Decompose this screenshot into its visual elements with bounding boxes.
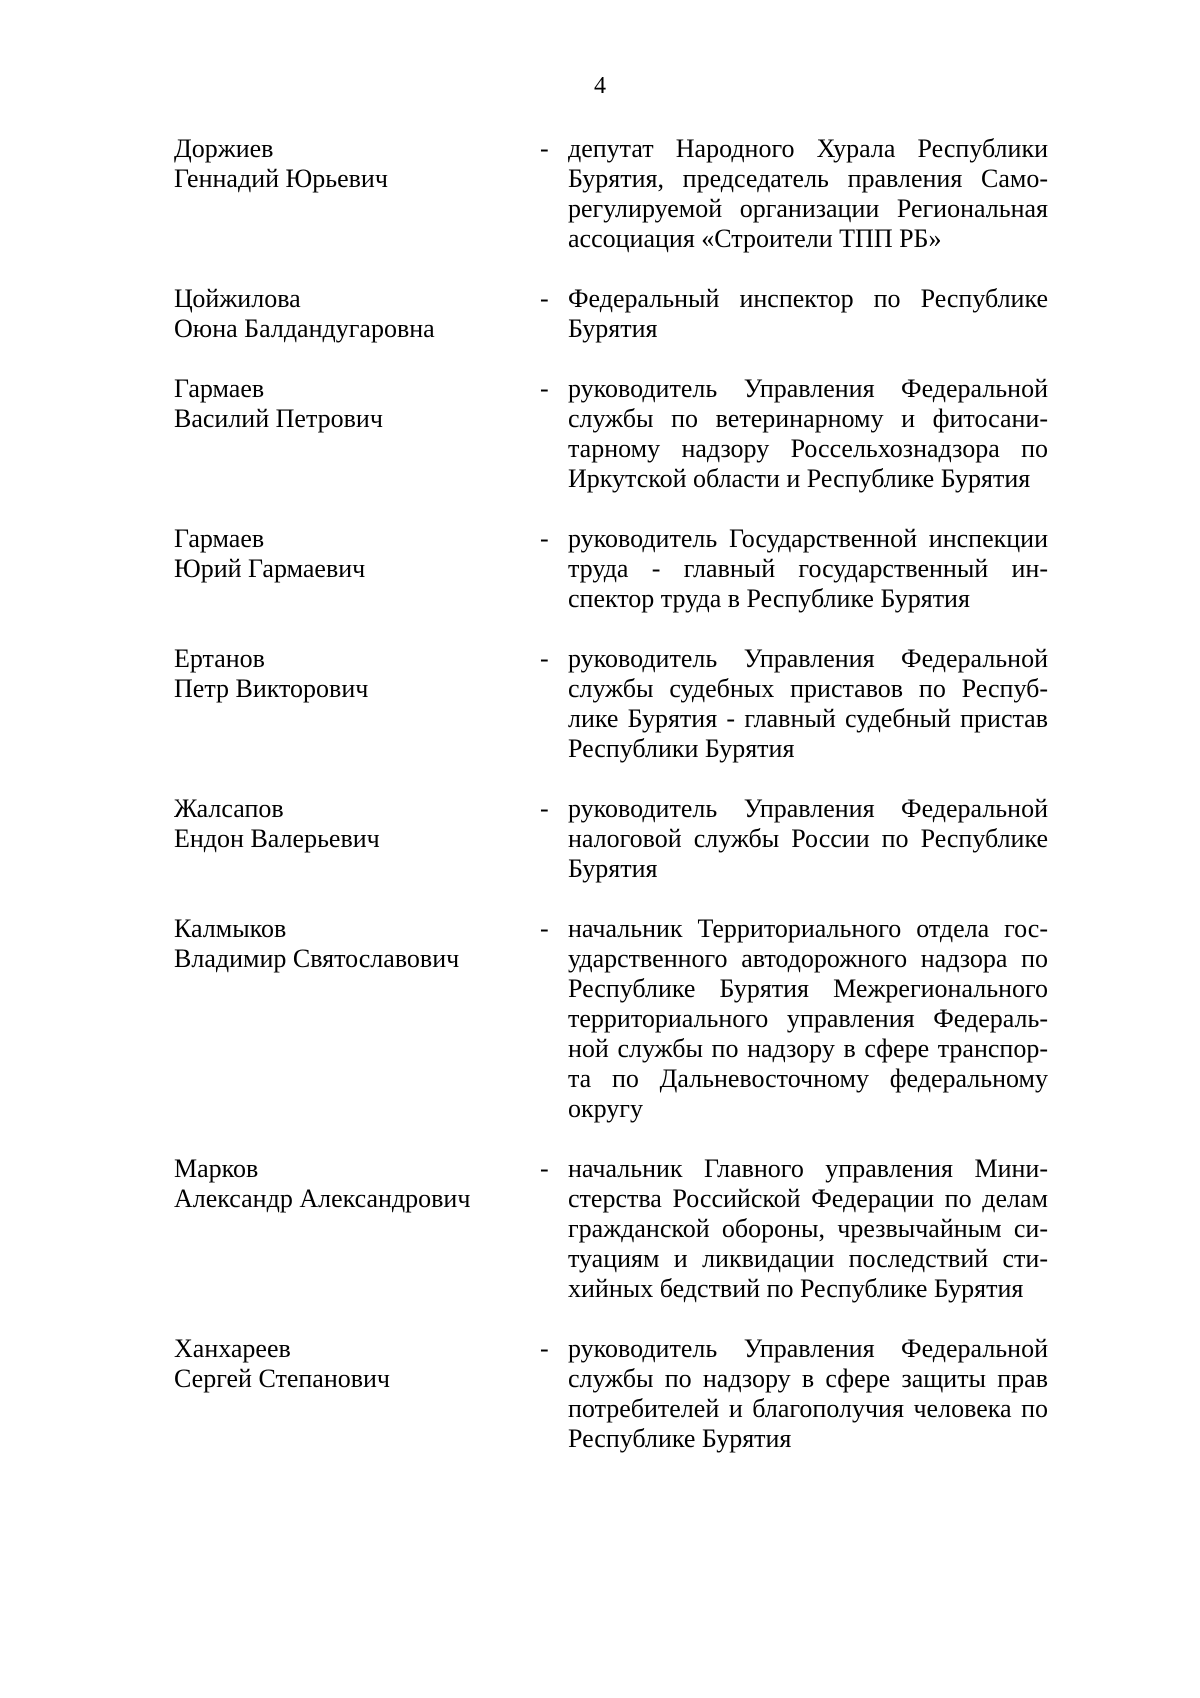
member-given-names: Оюна Балдандугаровна (174, 314, 435, 343)
member-name (174, 284, 534, 344)
member-position: начальник Территориального отдела государственного автодорожного надзора по Республике Бурятия Межрегионального территориального управления Федеральной службы по надзору в сфере транспорта по Дальневосточному федеральному округу (568, 914, 1048, 1123)
member-position: руководитель Управления Федеральной службы по ветеринарному и фитосанитарному надзору Россельхознадзора по Иркутской области и Республике Бурятия (568, 374, 1048, 493)
member-position: руководитель Государственной инспекции труда - главный государственный инспектор труда в Республике Бурятия (568, 524, 1048, 613)
list-item (0, 134, 1200, 254)
member-position: руководитель Управления Федеральной налоговой службы России по Республике Бурятия (568, 794, 1048, 883)
member-name (174, 374, 534, 494)
page-number: 4 (594, 73, 606, 99)
member-surname: Гармаев (174, 374, 265, 403)
dash-separator: - (540, 524, 549, 553)
list-item (0, 284, 1200, 344)
member-position: руководитель Управления Федеральной службы судебных приставов по Республике Бурятия - главный судебный пристав Республики Бурятия (568, 644, 1048, 763)
dash-separator: - (540, 134, 549, 163)
member-name (174, 524, 534, 614)
dash-separator: - (540, 1334, 549, 1363)
member-name (174, 134, 534, 254)
member-given-names: Юрий Гармаевич (174, 554, 366, 583)
member-surname: Цойжилова (174, 284, 301, 313)
list-item (0, 524, 1200, 614)
member-position: руководитель Управления Федеральной службы по надзору в сфере защиты прав потребителей и благополучия человека по Республике Бурятия (568, 1334, 1048, 1453)
member-surname: Гармаев (174, 524, 265, 553)
member-name (174, 794, 534, 884)
dash-separator: - (540, 914, 549, 943)
member-name (174, 1334, 534, 1454)
members-list (0, 134, 1200, 1484)
member-position: начальник Главного управления Министерства Российской Федерации по делам гражданской обороны, чрезвычайным ситуациям и ликвидации последствий стихийных бедствий по Республике Бурятия (568, 1154, 1048, 1303)
member-name (174, 914, 534, 1124)
member-name (174, 1154, 534, 1304)
member-surname: Доржиев (174, 134, 274, 163)
list-item (0, 644, 1200, 764)
member-given-names: Геннадий Юрьевич (174, 164, 388, 193)
dash-separator: - (540, 794, 549, 823)
member-surname: Марков (174, 1154, 259, 1183)
member-surname: Ертанов (174, 644, 265, 673)
member-position: Федеральный инспектор по Республике Бурятия (568, 284, 1048, 343)
dash-separator: - (540, 1154, 549, 1183)
member-surname: Жалсапов (174, 794, 284, 823)
member-given-names: Сергей Степанович (174, 1364, 391, 1393)
list-item (0, 914, 1200, 1124)
member-given-names: Петр Викторович (174, 674, 369, 703)
dash-separator: - (540, 284, 549, 313)
list-item (0, 1154, 1200, 1304)
dash-separator: - (540, 374, 549, 403)
member-surname: Калмыков (174, 914, 287, 943)
member-given-names: Ендон Валерьевич (174, 824, 380, 853)
list-item (0, 374, 1200, 494)
list-item (0, 1334, 1200, 1454)
member-surname: Ханхареев (174, 1334, 291, 1363)
member-given-names: Александр Александрович (174, 1184, 471, 1213)
dash-separator: - (540, 644, 549, 673)
member-name (174, 644, 534, 764)
list-item (0, 794, 1200, 884)
member-given-names: Василий Петрович (174, 404, 383, 433)
member-position: депутат Народного Хурала Республики Бурятия, председатель правления Саморегулируемой организации Региональная ассоциация «Строители ТПП РБ» (568, 134, 1048, 253)
member-given-names: Владимир Святославович (174, 944, 460, 973)
